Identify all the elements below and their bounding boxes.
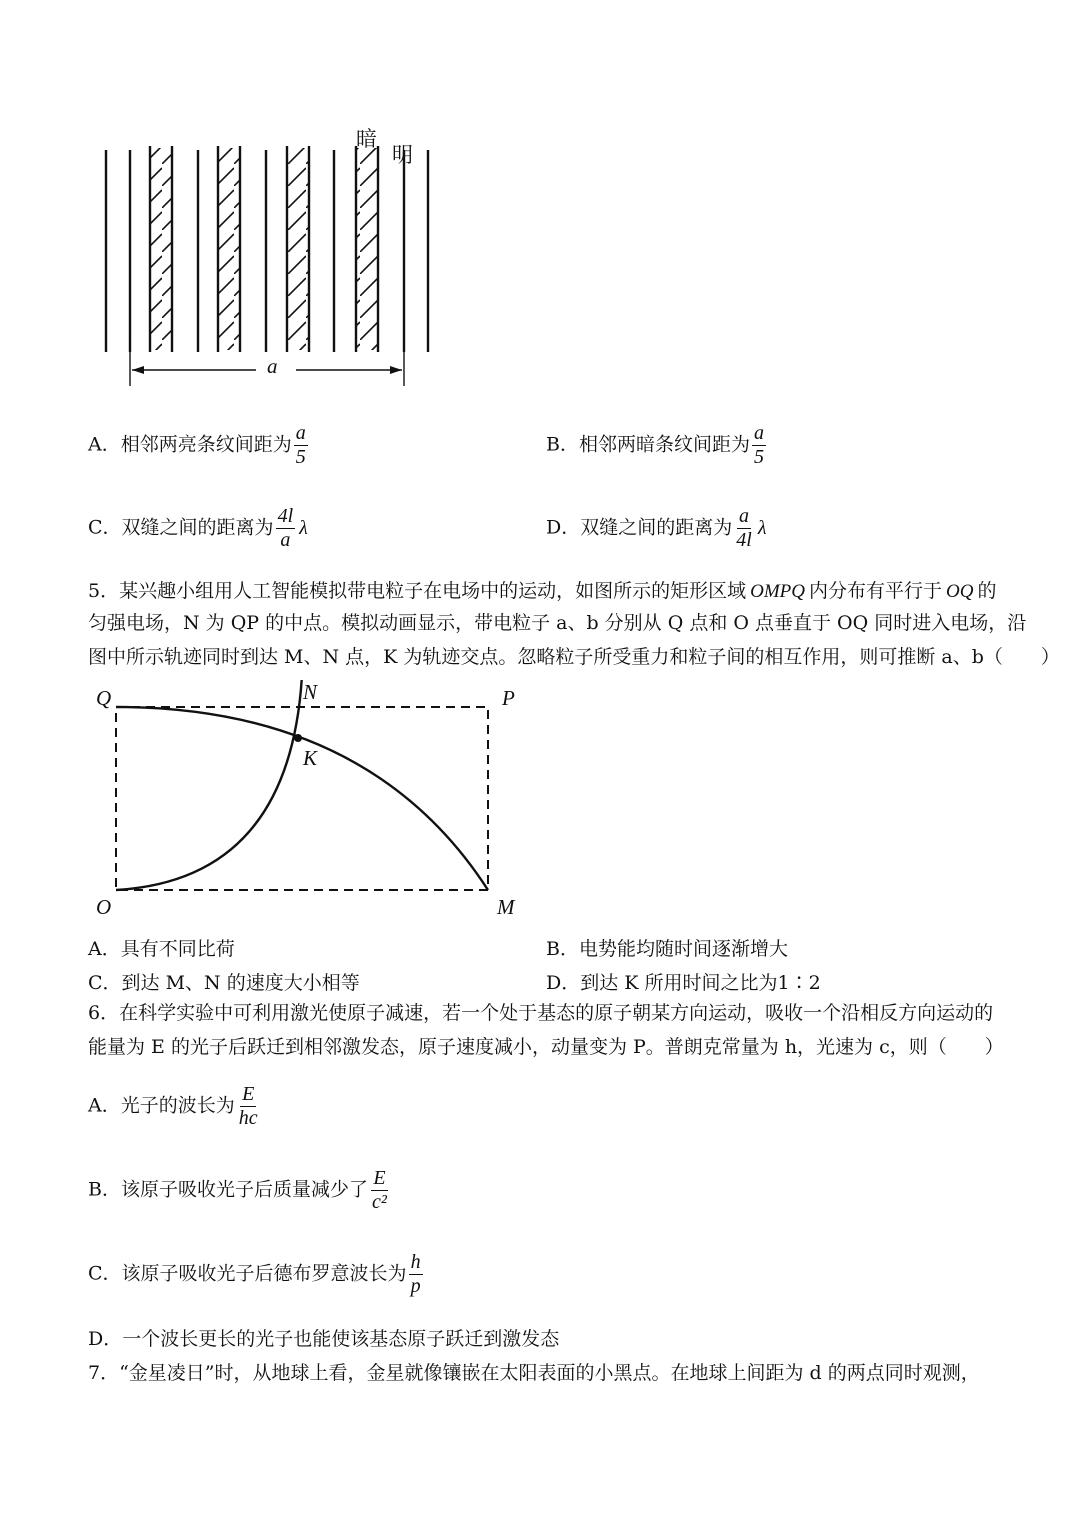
q6-stem-line1: 6．在科学实验中可利用激光使原子减速，若一个处于基态的原子朝某方向运动，吸收一个沿相反方向运动的	[88, 1002, 994, 1024]
point-k	[294, 734, 302, 742]
q5-stem-line3: 图中所示轨迹同时到达 M、N 点，K 为轨迹交点。忽略粒子所受重力和粒子间的相互作用，则可推断 a、b（ ）	[88, 646, 1060, 668]
q4-option-c[interactable]: C．双缝之间的距离为 $\frac{4l}{a}$ λ	[88, 505, 308, 551]
label-q: Q	[96, 686, 112, 710]
q5-stem-line2: 匀强电场，N 为 QP 的中点。模拟动画显示，带电粒子 a、b 分别从 Q 点和 O 点垂直于 OQ 同时进入电场，沿	[88, 612, 1027, 634]
q6-option-a[interactable]: A．光子的波长为 $\frac{E}{hc}$	[88, 1083, 258, 1129]
q4-option-d[interactable]: D．双缝之间的距离为 $\frac{a}{4l}$ λ	[546, 505, 767, 551]
label-p: P	[502, 686, 515, 710]
q6-option-d[interactable]: D．一个波长更长的光子也能使该基态原子跃迁到激发态	[88, 1328, 560, 1350]
q5-stem-line1: 5．某兴趣小组用人工智能模拟带电粒子在电场中的运动，如图所示的矩形区域 OMPQ 内分布有平行于 OQ 的	[88, 580, 997, 602]
q6-option-b[interactable]: B．该原子吸收光子后质量减少了 $\frac{E}{\text{c²}}$	[88, 1167, 387, 1213]
bright-label: 明	[392, 143, 413, 167]
q4-option-a[interactable]: A．相邻两亮条纹间距为 $\frac{a}{5}$	[88, 422, 306, 468]
label-m: M	[497, 895, 515, 919]
label-k: K	[303, 746, 318, 770]
trajectory-b	[116, 680, 302, 890]
dark-fringe	[287, 146, 309, 352]
q5-option-a[interactable]: A．具有不同比荷	[88, 938, 235, 960]
field-rectangle	[116, 707, 488, 890]
dark-fringe	[218, 146, 240, 352]
q7-stem-line1: 7．“金星凌日”时，从地球上看，金星就像镶嵌在太阳表面的小黑点。在地球上间距为 d 的两点同时观测，	[88, 1362, 980, 1384]
q5-field-figure	[90, 680, 530, 920]
q5-option-b[interactable]: B．电势能均随时间逐渐增大	[546, 938, 788, 960]
q5-option-d[interactable]: D．到达 K 所用时间之比为1∶2	[546, 972, 821, 994]
q4-option-b[interactable]: B．相邻两暗条纹间距为 $\frac{a}{5}$	[546, 422, 764, 468]
trajectory-a	[116, 707, 488, 890]
q6-option-c[interactable]: C．该原子吸收光子后德布罗意波长为 $\frac{h}{p}$	[88, 1251, 421, 1297]
dark-fringe	[356, 146, 378, 352]
q5-option-c[interactable]: C．到达 M、N 的速度大小相等	[88, 972, 360, 994]
label-n: N	[303, 680, 318, 704]
dark-fringe	[150, 146, 172, 352]
q6-stem-line2: 能量为 E 的光子后跃迁到相邻激发态，原子速度减小，动量变为 P。普朗克常量为 h，光速为 c，则（ ）	[88, 1036, 1004, 1058]
dark-label: 暗	[356, 127, 377, 151]
label-o: O	[96, 895, 112, 919]
width-label: a	[267, 354, 278, 378]
